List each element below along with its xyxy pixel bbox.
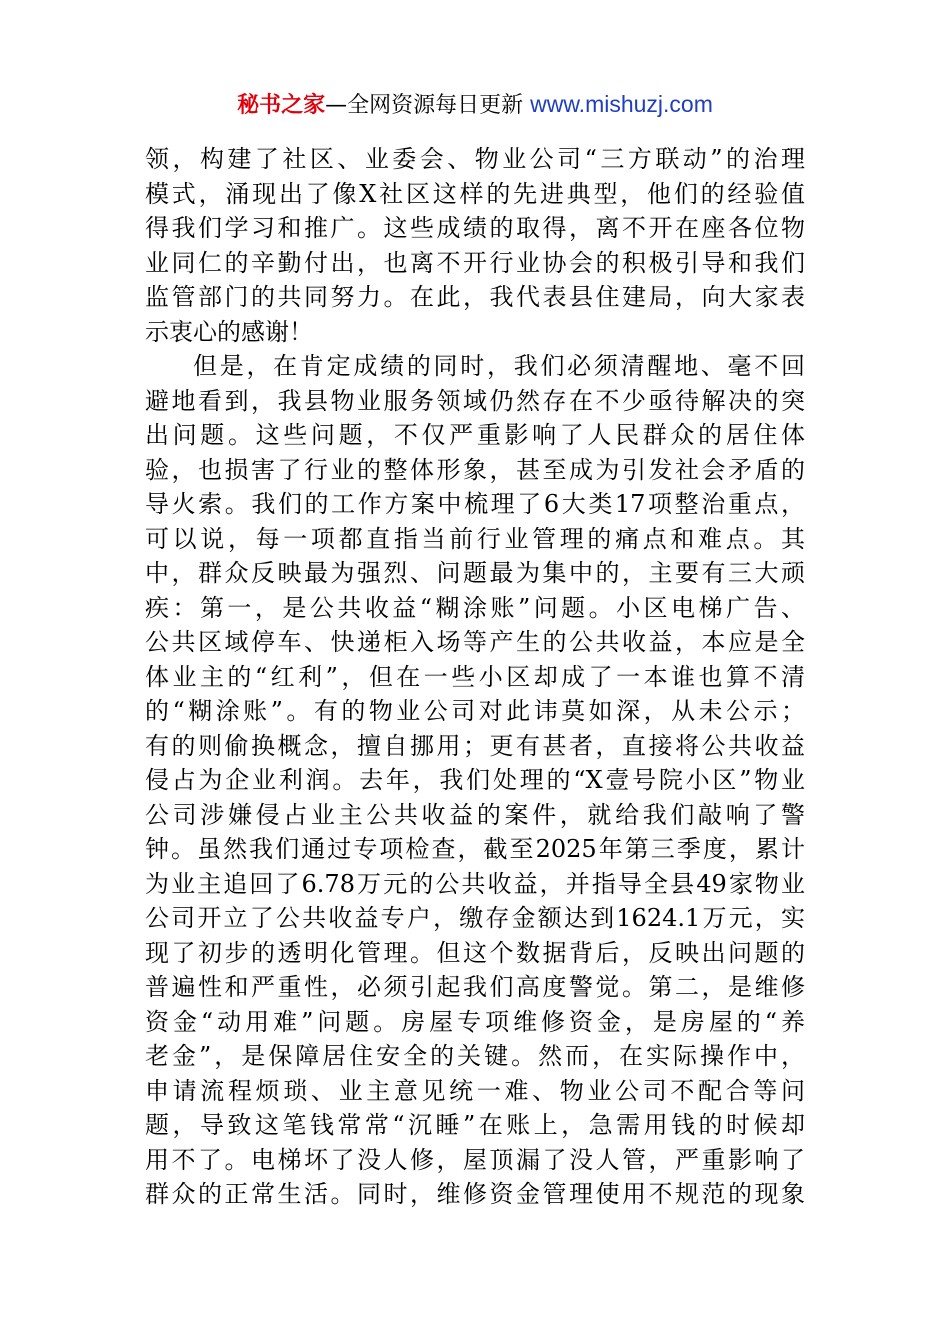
text-line: 侵占为企业利润。去年，我们处理的“X壹号院小区”物业	[145, 766, 805, 794]
text-line: 验，也损害了行业的整体形象，甚至成为引发社会矛盾的	[145, 455, 805, 484]
brand-name: 秘书之家	[237, 93, 326, 118]
site-header	[0, 88, 950, 122]
text-line: 普遍性和严重性，必须引起我们高度警觉。第二，是维修	[145, 973, 805, 1001]
text-line: 可以说，每一项都直指当前行业管理的痛点和难点。其	[145, 524, 805, 553]
text-line: 业同仁的辛勤付出，也离不开行业协会的积极引导和我们	[145, 248, 805, 277]
text-line: 有的则偷换概念，擅自挪用；更有甚者，直接将公共收益	[145, 731, 805, 760]
text-line: 得我们学习和推广。这些成绩的取得，离不开在座各位物	[145, 214, 805, 242]
text-line: 导火索。我们的工作方案中梳理了6大类17项整治重点，	[145, 490, 805, 518]
text-line: 公司开立了公共收益专户，缴存金额达到1624.1万元，实	[145, 904, 805, 932]
text-line: 公司涉嫌侵占业主公共收益的案件，就给我们敲响了警	[145, 800, 805, 829]
text-line: 监管部门的共同努力。在此，我代表县住建局，向大家表	[145, 283, 805, 311]
text-line: 为业主追回了6.78万元的公共收益，并指导全县49家物业	[145, 869, 805, 898]
text-line: 领，构建了社区、业委会、物业公司“三方联动”的治理	[145, 145, 805, 173]
text-line: 资金“动用难”问题。房屋专项维修资金，是房屋的“养	[145, 1007, 805, 1036]
text-line: 钟。虽然我们通过专项检查，截至2025年第三季度，累计	[145, 835, 805, 863]
text-line: 模式，涌现出了像X社区这样的先进典型，他们的经验值	[145, 179, 805, 208]
text-line: 疾：第一，是公共收益“糊涂账”问题。小区电梯广告、	[145, 593, 805, 622]
text-line: 题，导致这笔钱常常“沉睡”在账上，急需用钱的时候却	[145, 1111, 805, 1139]
text-line: 出问题。这些问题，不仅严重影响了人民群众的居住体	[145, 421, 805, 449]
text-line: 避地看到，我县物业服务领域仍然存在不少亟待解决的突	[145, 386, 805, 415]
header-tagline: —全网资源每日更新	[325, 93, 524, 118]
text-line: 体业主的“红利”，但在一些小区却成了一本谁也算不清	[145, 662, 805, 691]
text-line: 现了初步的透明化管理。但这个数据背后，反映出问题的	[145, 938, 805, 967]
text-line: 中，群众反映最为强烈、问题最为集中的，主要有三大顽	[145, 559, 805, 587]
text-line: 申请流程烦琐、业主意见统一难、物业公司不配合等问	[145, 1076, 805, 1105]
text-line: 群众的正常生活。同时，维修资金管理使用不规范的现象	[145, 1180, 805, 1208]
document-body	[145, 142, 805, 1212]
text-line: 老金”，是保障居住安全的关键。然而，在实际操作中，	[145, 1042, 805, 1070]
site-url-link[interactable]: www.mishuzj.com	[530, 91, 713, 117]
text-line: 公共区域停车、快递柜入场等产生的公共收益，本应是全	[145, 628, 805, 656]
paragraph-first-line: 但是，在肯定成绩的同时，我们必须清醒地、毫不回	[193, 352, 805, 380]
text-line: 的“糊涂账”。有的物业公司对此讳莫如深，从未公示；	[145, 697, 805, 725]
text-line: 示衷心的感谢！	[145, 317, 313, 346]
text-line: 用不了。电梯坏了没人修，屋顶漏了没人管，严重影响了	[145, 1145, 805, 1174]
